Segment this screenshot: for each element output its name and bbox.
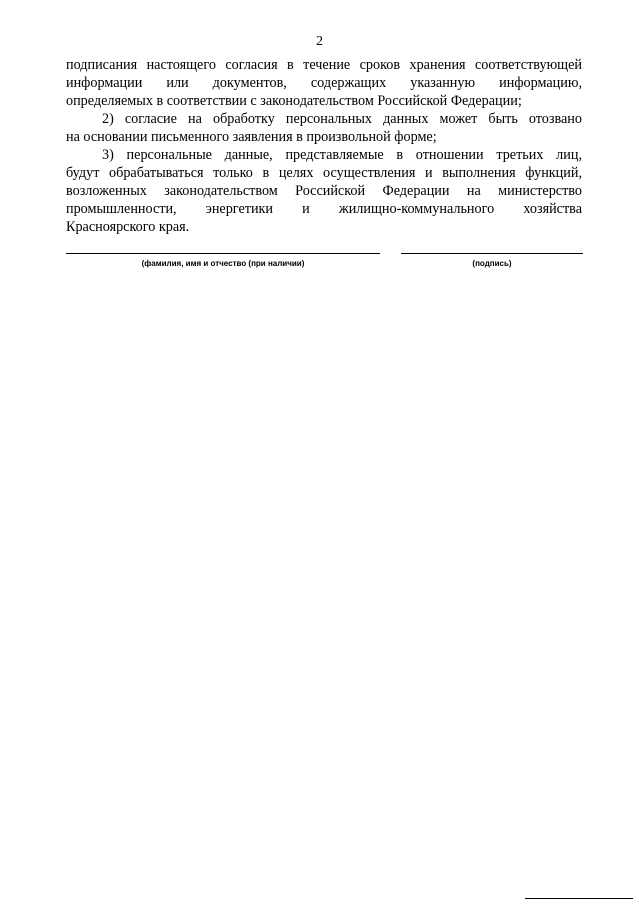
text-line: определяемых в соответствии с законодательством Российской Федерации; bbox=[66, 93, 522, 109]
paragraph-third-parties bbox=[66, 146, 582, 236]
bottom-rule-divider bbox=[525, 898, 633, 899]
text-line: 2) согласие на обработку персональных данных может быть отозвано bbox=[102, 111, 582, 127]
text-line: подписания настоящего согласия в течение сроков хранения соответствующей bbox=[66, 57, 582, 73]
text-line: промышленности, энергетики и жилищно-коммунального хозяйства bbox=[66, 201, 582, 217]
consent-text-body bbox=[66, 56, 582, 236]
text-line: на основании письменного заявления в произвольной форме; bbox=[66, 129, 437, 145]
text-line: возложенных законодательством Российской Федерации на министерство bbox=[66, 183, 582, 199]
paragraph-withdrawal bbox=[66, 110, 582, 146]
text-line: информации или документов, содержащих указанную информацию, bbox=[66, 75, 582, 91]
name-signature-line bbox=[66, 253, 380, 254]
signature-caption: (подпись) bbox=[472, 259, 512, 268]
signature-line bbox=[401, 253, 583, 254]
paragraph-retention-terms bbox=[66, 56, 582, 110]
text-line: 3) персональные данные, представляемые в отношении третьих лиц, bbox=[102, 147, 582, 163]
page-number: 2 bbox=[316, 34, 323, 49]
name-caption: (фамилия, имя и отчество (при наличии) bbox=[141, 259, 305, 268]
text-line: Красноярского края. bbox=[66, 219, 190, 235]
text-line: будут обрабатываться только в целях осуществления и выполнения функций, bbox=[66, 165, 582, 181]
